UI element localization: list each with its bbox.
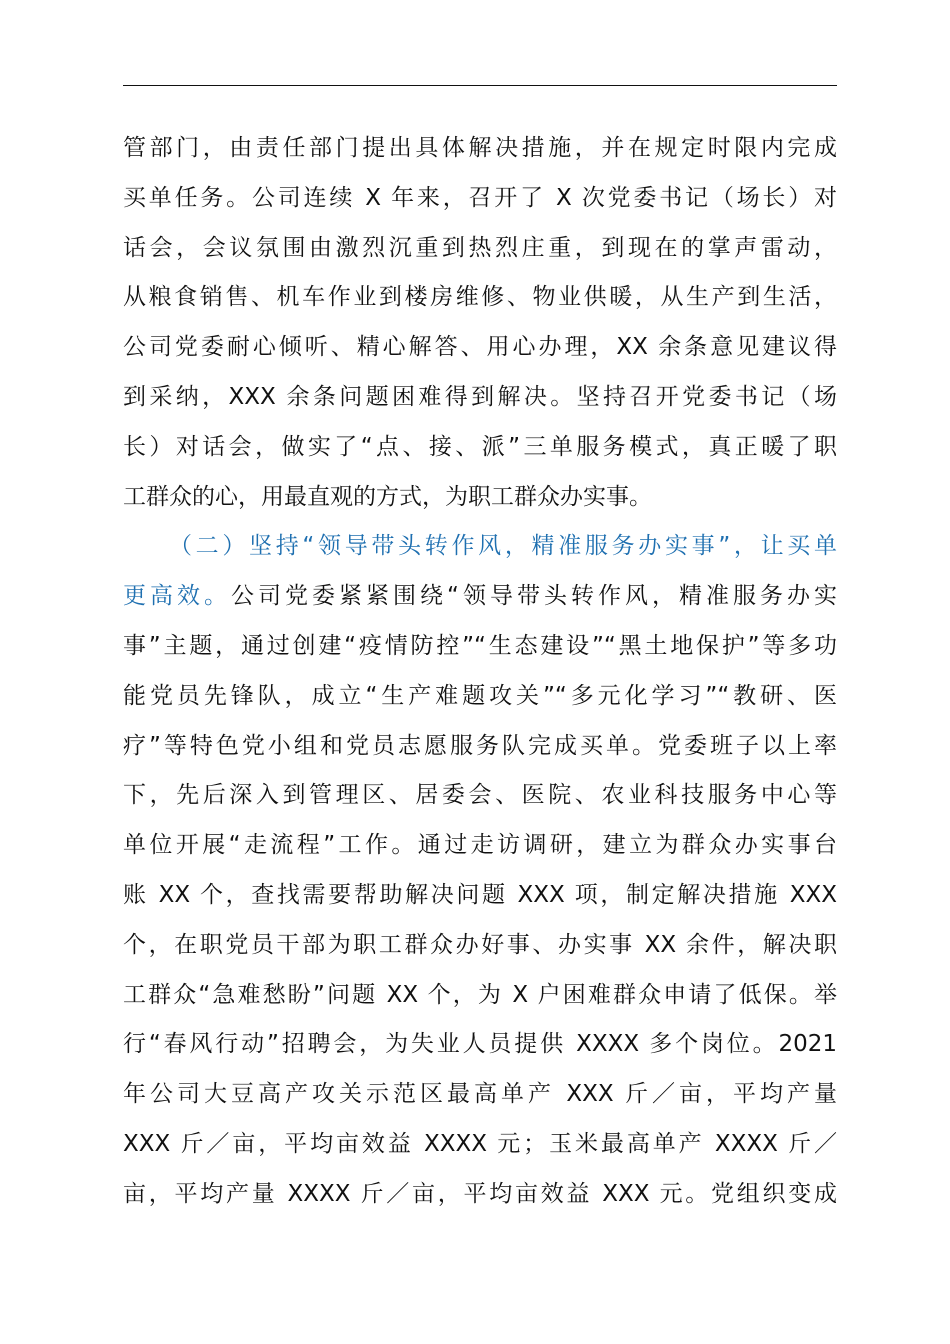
text-line: 工群众的心，用最直观的方式，为职工群众办实事。 — [123, 483, 652, 510]
text-line: 管部门，由责任部门提出具体解决措施，并在规定时限内完成 — [123, 135, 837, 161]
text-line: 账 XX 个，查找需要帮助解决问题 XXX 项，制定解决措施 XXX — [123, 881, 837, 908]
paragraph-2 — [123, 522, 837, 1219]
text-line: XXX 斤／亩，平均亩效益 XXXX 元；玉米最高单产 XXXX 斤／ — [123, 1130, 837, 1157]
header-rule — [123, 85, 837, 86]
section-heading: （二）坚持“领导带头转作风，精准服务办实事”，让买单 — [169, 533, 837, 560]
text-line: 个，在职党员干部为职工群众办好事、办实事 XX 余件，解决职 — [123, 931, 837, 958]
text-line: 单位开展“走流程”工作。通过走访调研，建立为群众办实事台 — [123, 832, 837, 859]
text-line: 买单任务。公司连续 X 年来，召开了 X 次党委书记（场长）对 — [123, 184, 837, 211]
text-line: 亩，平均产量 XXXX 斤／亩，平均亩效益 XXX 元。党组织变成 — [123, 1180, 837, 1207]
text-line: 从粮食销售、机车作业到楼房维修、物业供暖，从生产到生活， — [123, 284, 837, 311]
text-line: 公司党委耐心倾听、精心解答、用心办理，XX 余条意见建议得 — [123, 334, 837, 361]
text-line: 能党员先锋队，成立“生产难题攻关”“多元化学习”“教研、医 — [123, 682, 837, 709]
text-line: 事”主题，通过创建“疫情防控”“生态建设”“黑土地保护”等多功 — [123, 632, 837, 659]
text-line: 到采纳，XXX 余条问题困难得到解决。坚持召开党委书记（场 — [123, 383, 837, 410]
document-body — [123, 124, 837, 1220]
text-line-rest: 公司党委紧紧围绕“领导带头转作风，精准服务办实 — [231, 583, 837, 610]
text-line: 行“春风行动”招聘会，为失业人员提供 XXXX 多个岗位。2021 — [123, 1031, 837, 1058]
text-line: 长）对话会，做实了“点、接、派”三单服务模式，真正暖了职 — [123, 433, 837, 460]
text-line: 下，先后深入到管理区、居委会、医院、农业科技服务中心等 — [123, 782, 837, 809]
section-heading-end: 更高效。 — [123, 583, 232, 610]
text-line: 疗”等特色党小组和党员志愿服务队完成买单。党委班子以上率 — [123, 732, 837, 759]
text-line: 年公司大豆高产攻关示范区最高单产 XXX 斤／亩，平均产量 — [123, 1081, 837, 1108]
paragraph-1 — [123, 124, 837, 522]
text-line: 话会，会议氛围由激烈沉重到热烈庄重，到现在的掌声雷动， — [123, 234, 837, 261]
text-line — [123, 572, 837, 622]
text-line: 工群众“急难愁盼”问题 XX 个，为 X 户困难群众申请了低保。举 — [123, 981, 837, 1008]
